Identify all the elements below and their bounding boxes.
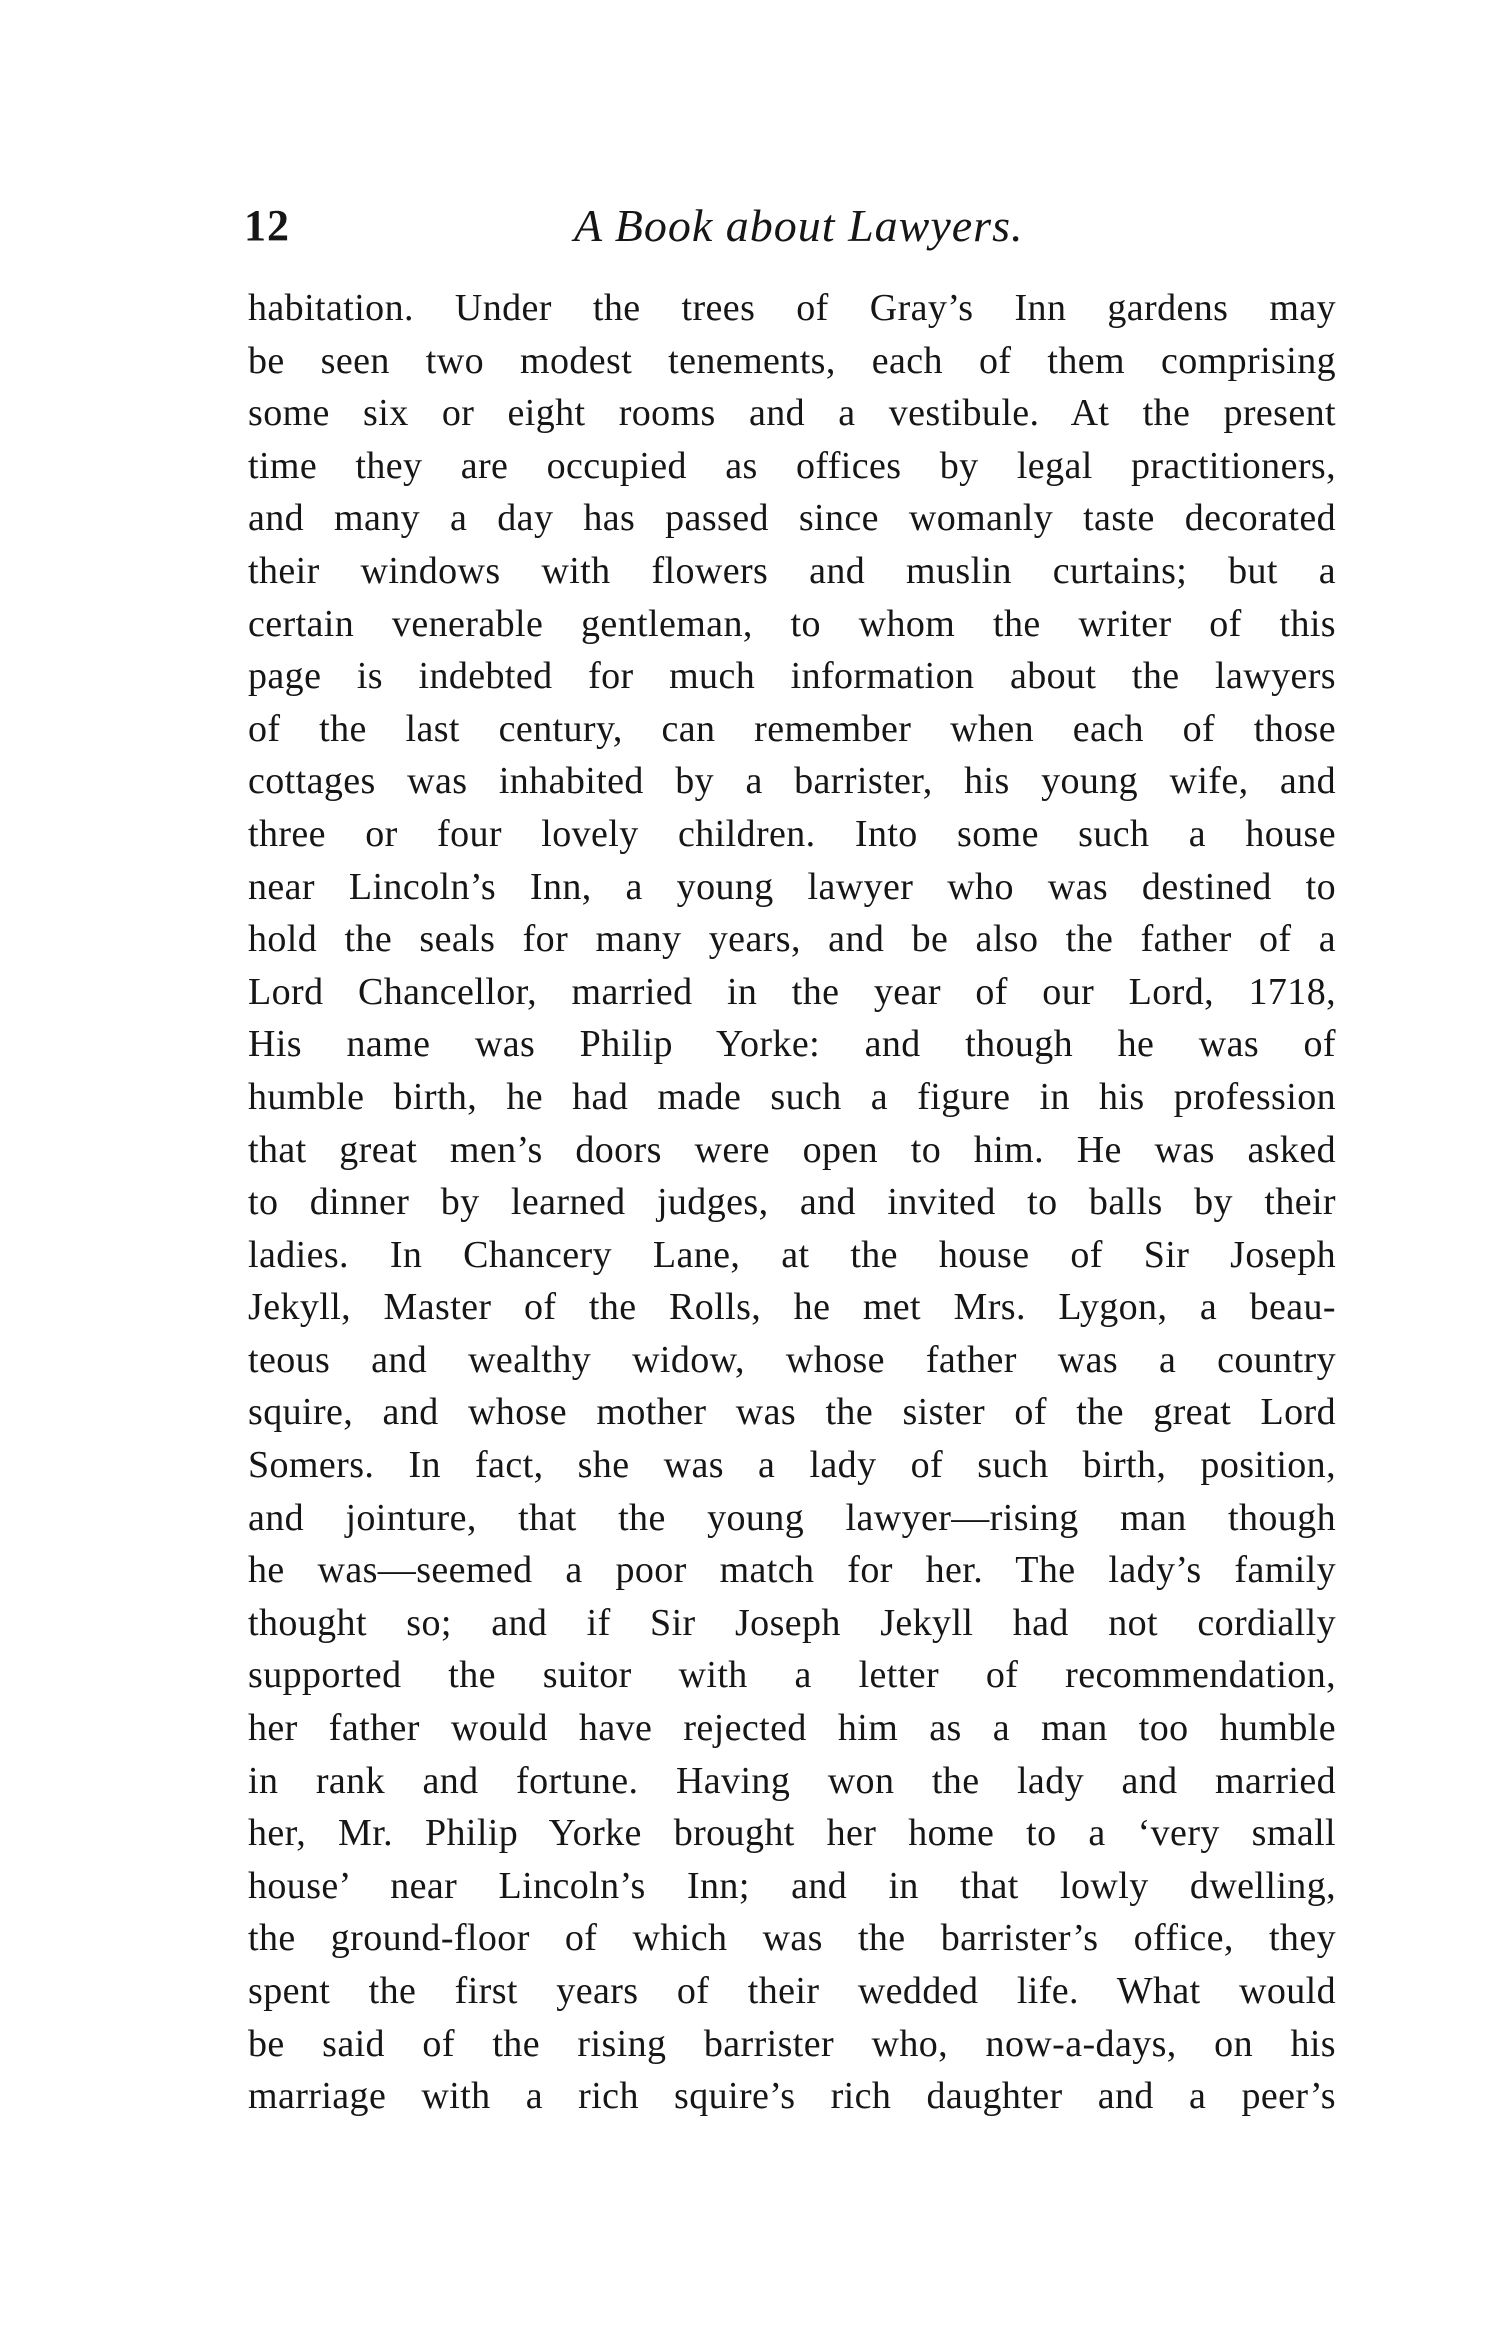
- text-line: Jekyll, Master of the Rolls, he met Mrs. Lygon, a beau-: [248, 1286, 1336, 1329]
- text-line: near Lincoln’s Inn, a young lawyer who was destined to: [248, 865, 1336, 908]
- text-line: be seen two modest tenements, each of them comprising: [248, 339, 1336, 382]
- text-line: spent the first years of their wedded life. What would: [248, 1970, 1336, 2012]
- text-line: that great men’s doors were open to him. He was asked: [248, 1128, 1336, 1171]
- text-line: and many a day has passed since womanly taste decorated: [248, 497, 1336, 540]
- page-header: [244, 196, 1336, 256]
- text-line: be said of the rising barrister who, now-a-days, on his: [248, 2022, 1336, 2065]
- text-line: ladies. In Chancery Lane, at the house of Sir Joseph: [248, 1233, 1336, 1276]
- text-line: Lord Chancellor, married in the year of our Lord, 1718,: [248, 970, 1336, 1013]
- text-line: habitation. Under the trees of Gray’s Inn gardens may: [248, 287, 1336, 329]
- text-line: her, Mr. Philip Yorke brought her home to a ‘very small: [248, 1812, 1336, 1855]
- text-line: squire, and whose mother was the sister of the great Lord: [248, 1391, 1336, 1434]
- text-line: His name was Philip Yorke: and though he was of: [248, 1023, 1336, 1066]
- text-line: certain venerable gentleman, to whom the writer of this: [248, 602, 1336, 645]
- body-text: [248, 282, 1336, 2123]
- text-line: humble birth, he had made such a figure in his profession: [248, 1075, 1336, 1118]
- text-line: time they are occupied as offices by legal practitioners,: [248, 444, 1336, 487]
- page-number: 12: [244, 201, 290, 250]
- text-line: in rank and fortune. Having won the lady and married: [248, 1759, 1336, 1802]
- text-line: of the last century, can remember when each of those: [248, 707, 1336, 750]
- text-line: Somers. In fact, she was a lady of such birth, position,: [248, 1444, 1336, 1487]
- text-line: and jointure, that the young lawyer—rising man though: [248, 1496, 1336, 1539]
- text-line: page is indebted for much information about the lawyers: [248, 655, 1336, 698]
- running-title: A Book about Lawyers.: [574, 200, 1024, 251]
- text-line: he was—seemed a poor match for her. The lady’s family: [248, 1549, 1336, 1592]
- text-line: her father would have rejected him as a man too humble: [248, 1707, 1336, 1750]
- text-line: house’ near Lincoln’s Inn; and in that lowly dwelling,: [248, 1864, 1336, 1907]
- text-line: some six or eight rooms and a vestibule. At the present: [248, 392, 1336, 435]
- text-line: supported the suitor with a letter of recommendation,: [248, 1654, 1336, 1697]
- text-line: marriage with a rich squire’s rich daughter and a peer’s: [248, 2075, 1336, 2118]
- text-line: thought so; and if Sir Joseph Jekyll had not cordially: [248, 1601, 1336, 1644]
- text-line: cottages was inhabited by a barrister, his young wife, and: [248, 760, 1336, 803]
- text-line: the ground-floor of which was the barrister’s office, they: [248, 1917, 1336, 1960]
- text-line: their windows with flowers and muslin curtains; but a: [248, 549, 1336, 592]
- text-line: hold the seals for many years, and be also the father of a: [248, 918, 1336, 961]
- text-line: to dinner by learned judges, and invited to balls by their: [248, 1181, 1336, 1224]
- text-line: teous and wealthy widow, whose father was a country: [248, 1338, 1336, 1381]
- text-line: three or four lovely children. Into some such a house: [248, 812, 1336, 855]
